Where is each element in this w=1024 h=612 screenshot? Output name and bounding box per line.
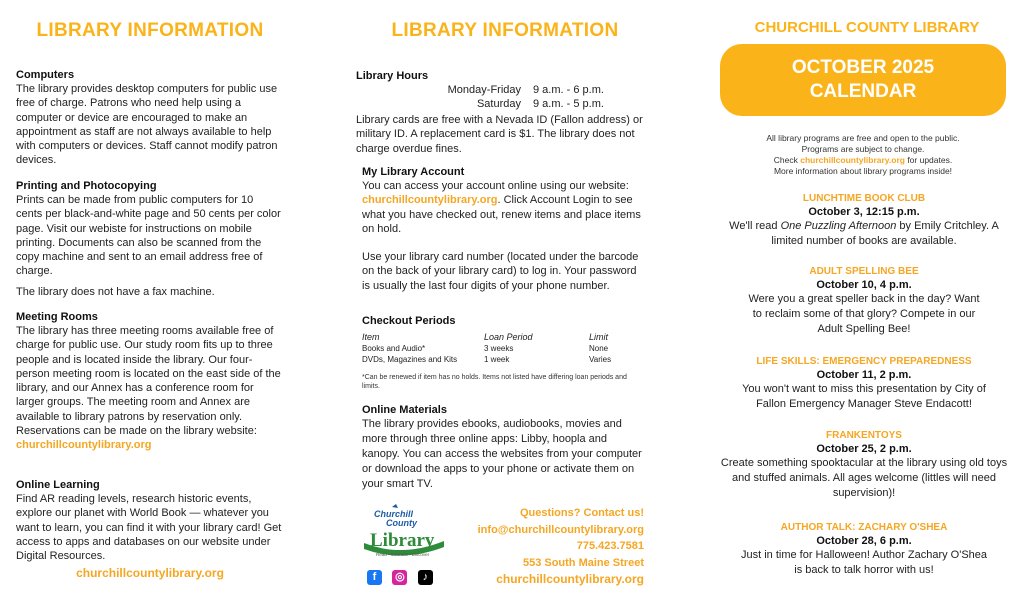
online-learning-title: Online Learning: [16, 479, 100, 491]
intro-after: for updates.: [904, 155, 953, 165]
checkout-title: Checkout Periods: [362, 315, 456, 327]
contact-question: Questions? Contact us!: [519, 507, 644, 519]
event-desc-post: by Emily Critchley. A limited number of books are available.: [771, 220, 999, 247]
hours-section: [356, 70, 646, 156]
meeting-website-link[interactable]: churchillcountylibrary.org: [16, 439, 152, 452]
printing-title: Printing and Photocopying: [16, 180, 157, 192]
hours-table: [426, 83, 604, 111]
contact-block: [440, 505, 644, 588]
event-book-title: One Puzzling Afternoon: [780, 220, 897, 232]
table-row: [362, 354, 632, 365]
hours-time: 9 a.m. - 5 p.m.: [533, 98, 604, 110]
fax-text: The library does not have a fax machine.: [16, 285, 215, 298]
instagram-icon[interactable]: ◎: [392, 570, 407, 585]
checkout-note: *Can be renewed if item has no holds. Items not listed have differing loan periods and limits.: [362, 374, 627, 390]
account-title: My Library Account: [362, 166, 465, 178]
contact-phone[interactable]: 775.423.7581: [576, 540, 644, 552]
logo-tagline: Read • Connect • Discover: [376, 552, 430, 557]
event-date: October 10, 4 p.m.: [816, 279, 912, 291]
checkout-header-loan: Loan Period: [484, 332, 533, 342]
checkout-header-row: [362, 331, 632, 343]
checkout-cell: DVDs, Magazines and Kits: [362, 355, 458, 364]
hours-day: Monday-Friday: [447, 84, 521, 96]
event-5: [714, 522, 1014, 578]
calendar-label: CALENDAR: [809, 81, 917, 102]
facebook-icon[interactable]: f: [367, 570, 382, 585]
checkout-cell: Varies: [589, 355, 612, 364]
event-description: Were you a great speller back in the day? Want to reclaim some of that glory? Compete in our Adult Spelling Bee!: [748, 293, 980, 335]
social-icons: [367, 567, 439, 585]
account-website-link[interactable]: churchillcountylibrary.org: [362, 194, 498, 207]
library-cards-text: Library cards are free with a Nevada ID (Fallon address) or military ID. A replacement card is $1. The library does not charge overdue fines.: [356, 114, 643, 155]
calendar-intro: [720, 133, 1006, 177]
hours-row: [426, 83, 604, 97]
online-learning-text: Find AR reading levels, research historic events, explore our planet with World Book — whatever you want to learn, you can find it with your library card! Get access to apps and databases on our website under Digital Resources.: [16, 493, 282, 563]
panel-middle: [340, 0, 670, 612]
event-title: AUTHOR TALK: ZACHARY O'SHEA: [780, 522, 948, 533]
event-title: LIFE SKILLS: EMERGENCY PREPAREDNESS: [756, 356, 972, 367]
computers-title: Computers: [16, 69, 75, 81]
calendar-title-banner: [720, 44, 1006, 116]
checkout-cell: Books and Audio*: [362, 344, 426, 353]
logo-line2: County: [386, 518, 417, 528]
event-title: FRANKENTOYS: [826, 430, 902, 441]
checkout-table: [362, 331, 632, 365]
account-section: [362, 166, 644, 293]
event-date: October 28, 6 p.m.: [816, 535, 912, 547]
panel-left: [0, 0, 300, 612]
panel-left-heading: LIBRARY INFORMATION: [36, 20, 264, 41]
event-3: [714, 356, 1014, 412]
logo-county-name: [374, 510, 417, 528]
contact-email[interactable]: info@churchillcountylibrary.org: [477, 523, 644, 536]
event-date: October 3, 12:15 p.m.: [808, 206, 920, 218]
account-text-before: You can access your account online using our website:: [362, 180, 629, 192]
online-materials-title: Online Materials: [362, 404, 447, 416]
checkout-header-item: Item: [362, 332, 380, 342]
event-date: October 25, 2 p.m.: [816, 443, 912, 455]
meeting-title: Meeting Rooms: [16, 311, 98, 323]
account-text: [362, 179, 644, 236]
event-date: October 11, 2 p.m.: [816, 369, 912, 381]
panel-middle-heading: LIBRARY INFORMATION: [391, 20, 619, 41]
account-login-text: Use your library card number (located under the barcode on the back of your library card) to log in. Your password is usually the last four digits of your phone number.: [362, 251, 639, 292]
library-name-heading: CHURCHILL COUNTY LIBRARY: [754, 19, 980, 36]
event-description: You won't want to miss this presentation by City of Fallon Emergency Manager Steve Endacott!: [742, 383, 986, 410]
hours-row: [426, 97, 604, 111]
printing-section: [16, 180, 282, 299]
event-description: Just in time for Halloween! Author Zachary O'Shea is back to talk horror with us!: [740, 549, 988, 576]
library-logo: [362, 503, 447, 563]
tiktok-icon[interactable]: ♪: [418, 570, 433, 585]
meeting-text: The library has three meeting rooms available free of charge for public use. Our study room fits up to three people and is located inside the library. Our four-person meeting room is located on the east side of the library, and our Annex has a conference room for larger groups. The meeting room and Annex are available to library patrons by reservation only. Reservations can be made on the library website:: [16, 325, 281, 438]
event-desc-pre: We'll read: [729, 220, 781, 232]
checkout-header-limit: Limit: [589, 332, 609, 342]
event-title: LUNCHTIME BOOK CLUB: [802, 193, 926, 204]
online-learning-section: [16, 479, 284, 581]
logo-line1: Churchill: [374, 509, 414, 519]
printing-text: Prints can be made from public computers for 10 cents per black-and-white page and 50 cents per color page. Visit our webiste for instructions on mobile printing. Documents can also be scanned from the copy machine and sent to an email address free of charge.: [16, 194, 281, 278]
table-row: [362, 343, 632, 354]
logo-word: Library: [370, 530, 435, 551]
event-description: [714, 219, 1014, 249]
contact-website[interactable]: churchillcountylibrary.org: [496, 572, 644, 586]
calendar-month: OCTOBER 2025: [791, 57, 935, 78]
contact-address: 553 South Maine Street: [522, 556, 644, 569]
intro-line1: All library programs are free and open to the public.: [766, 133, 960, 143]
intro-check: Check: [773, 155, 801, 165]
checkout-section: [362, 315, 644, 391]
event-title: ADULT SPELLING BEE: [809, 266, 919, 277]
meeting-section: [16, 311, 284, 453]
intro-website-link[interactable]: churchillcountylibrary.org: [800, 155, 905, 165]
computers-text: The library provides desktop computers for public use free of charge. Patrons who need help using a computer or device are encouraged to make an appointment as staff are not always available to help with computers or devices. Staff cannot modify patron devices.: [16, 83, 278, 167]
online-materials-section: [362, 404, 644, 492]
event-1: [714, 193, 1014, 249]
event-4: [714, 430, 1014, 501]
intro-line3: [720, 155, 1006, 166]
checkout-cell: None: [589, 344, 609, 353]
event-2: [714, 266, 1014, 337]
checkout-cell: 1 week: [484, 355, 510, 364]
online-materials-text: The library provides ebooks, audiobooks, movies and more through three online apps: Libby, hoopla and kanopy. You can access the websites from your computer or download the apps to your phone or activate them on your smart TV.: [362, 418, 642, 490]
intro-line4: More information about library programs inside!: [773, 166, 953, 176]
account-text-after: . Click Account Login to see what you have checked out, renew items and place items on hold.: [362, 194, 641, 235]
hours-title: Library Hours: [356, 70, 429, 82]
event-description: Create something spooktacular at the library using old toys and stuffed animals. All ages welcome (littles will need supervision)!: [720, 457, 1008, 499]
hours-day: Saturday: [476, 98, 521, 110]
checkout-cell: 3 weeks: [484, 344, 514, 353]
computers-section: [16, 69, 282, 168]
intro-line2: Programs are subject to change.: [801, 144, 925, 154]
online-learning-link[interactable]: churchillcountylibrary.org: [76, 566, 224, 581]
hours-time: 9 a.m. - 6 p.m.: [533, 84, 604, 96]
